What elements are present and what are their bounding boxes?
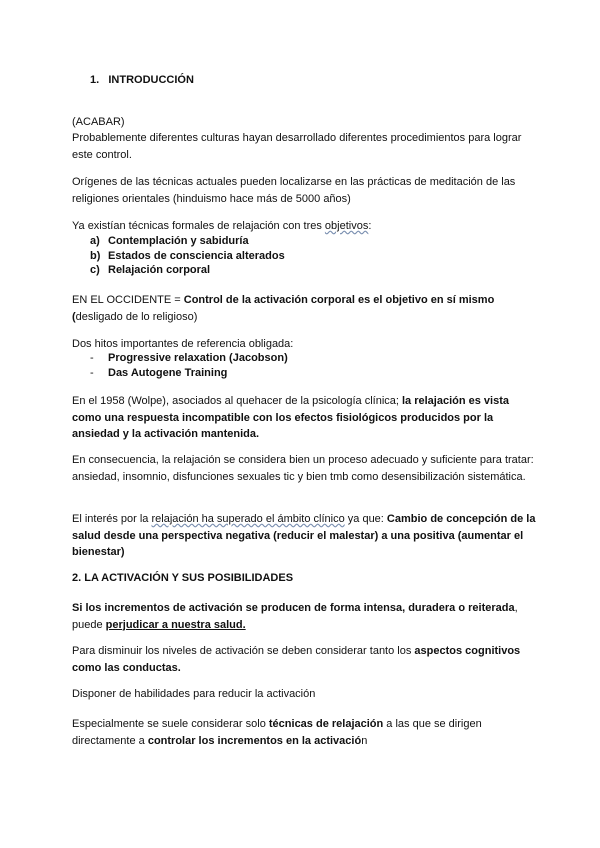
paragraph-especialmente: Especialmente se suele considerar solo técnicas de relajación a las que se dirigen directamente a controlar los incrementos en la activación bbox=[72, 718, 482, 747]
list-item: b) Estados de consciencia alterados bbox=[90, 249, 285, 262]
paragraph-consecuencia: En consecuencia, la relajación se considera bien un proceso adecuado y suficiente para tratar: ansiedad, insomnio, disfunciones sexuales tic y bien tmb como desensibilización sistemática. bbox=[72, 454, 534, 483]
paragraph-hitos: Dos hitos importantes de referencia obligada: bbox=[72, 338, 294, 350]
paragraph-disminuir: Para disminuir los niveles de activación se deben considerar tanto los aspectos cognitivos como las conductas. bbox=[72, 645, 521, 674]
paragraph-1958: En el 1958 (Wolpe), asociados al quehacer de la psicología clínica; la relajación es vista como una respuesta incompatible con los efectos fisiológicos producidos por la ansiedad y la activación mantenida. bbox=[72, 395, 510, 440]
section-2-heading: 2. LA ACTIVACIÓN Y SUS POSIBILIDADES bbox=[72, 572, 294, 584]
paragraph-origenes: Orígenes de las técnicas actuales pueden localizarse en las prácticas de meditación de las religiones orientales (hinduismo hace más de 5000 años) bbox=[72, 176, 516, 205]
hitos-list bbox=[72, 351, 540, 380]
section-1-heading: 1. INTRODUCCIÓN bbox=[90, 74, 194, 86]
paragraph-acabar: (ACABAR) bbox=[72, 116, 125, 128]
paragraph-incrementos: Si los incrementos de activación se producen de forma intensa, duradera o reiterada, puede perjudicar a nuestra salud. bbox=[72, 602, 518, 631]
list-item: a) Contemplación y sabiduría bbox=[90, 235, 249, 247]
objetivos-link: objetivos bbox=[324, 220, 369, 232]
paragraph-objetivos-intro: Ya existían técnicas formales de relajación con tres objetivos: bbox=[72, 220, 372, 232]
list-item: - Das Autogene Training bbox=[90, 366, 228, 379]
list-item: c) Relajación corporal bbox=[90, 264, 211, 276]
paragraph-disponer: Disponer de habilidades para reducir la activación bbox=[72, 688, 316, 700]
paragraph-culturas: Probablemente diferentes culturas hayan desarrollado diferentes procedimientos para lograr este control. bbox=[72, 132, 522, 161]
list-item: - Progressive relaxation (Jacobson) bbox=[90, 352, 288, 364]
objetivos-list bbox=[72, 234, 540, 278]
paragraph-occidente: EN EL OCCIDENTE = Control de la activación corporal es el objetivo en sí mismo (desligado de lo religioso) bbox=[72, 294, 495, 323]
paragraph-interes: El interés por la relajación ha superado el ámbito clínico ya que: Cambio de concepción de la salud desde una perspectiva negativa (reducir el malestar) a una positiva (aumentar el bienestar) bbox=[72, 513, 536, 558]
